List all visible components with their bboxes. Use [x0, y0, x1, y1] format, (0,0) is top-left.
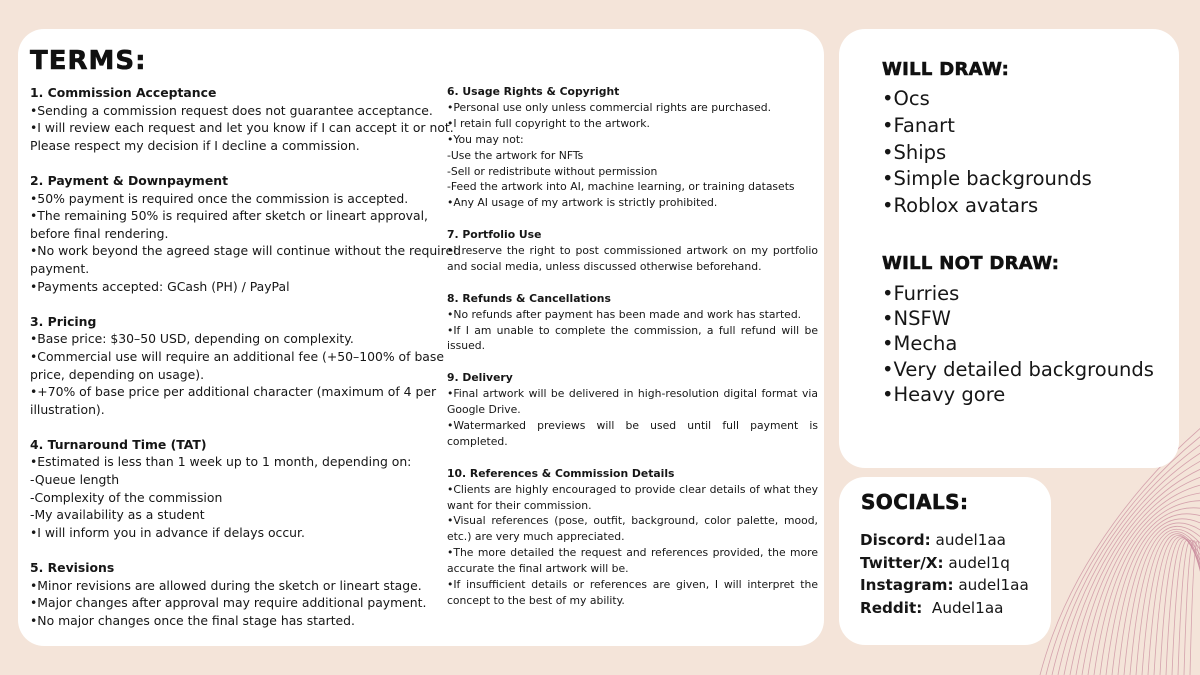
section-body: •Clients are highly encouraged to provide clear details of what they want for their commission. •Visual references (pose, outfit, background, color palette, mood, etc.) are very much appreciated. •The more detailed the request and references provided, the more accurate the final artwork will be. •If insufficient details or references are given, I will interpret the concept to the best of my ability. [447, 482, 818, 607]
draw-preferences-card [839, 29, 1179, 468]
wave-line [1070, 465, 1200, 675]
socials-title: SOCIALS: [861, 490, 969, 514]
section-body: •No refunds after payment has been made and work has started. •If I am unable to complete the commission, a full refund will be issued. [447, 307, 818, 353]
section-body: •Personal use only unless commercial rights are purchased. •I retain full copyright to the artwork. •You may not: -Use the artwork for NFTs -Sell or redistribute without permission -Feed the artwork into AI, machine learning, or training datasets •Any AI usage of my artwork is strictly prohibited. [447, 100, 795, 210]
section-body: •Minor revisions are allowed during the sketch or lineart stage. •Major changes after approval may require additional payment. •No major changes once the final stage has started. [30, 577, 427, 628]
will-draw-list [882, 86, 1172, 220]
wave-line [1142, 534, 1200, 675]
social-handle: audel1aa [953, 576, 1029, 594]
terms-section [447, 370, 818, 450]
socials-list [860, 529, 1029, 619]
section-title: 8. Refunds & Cancellations [447, 291, 611, 305]
social-platform: Discord: [860, 531, 931, 549]
list-item: •Furries [882, 282, 960, 305]
list-item: •Heavy gore [882, 382, 1006, 406]
terms-section [447, 84, 818, 211]
terms-section [30, 436, 470, 542]
social-entry [860, 529, 1029, 552]
section-title: 10. References & Commission Details [447, 466, 675, 480]
wave-line [1166, 539, 1200, 675]
section-title: 6. Usage Rights & Copyright [447, 85, 620, 98]
list-item: •Roblox avatars [882, 194, 1039, 218]
social-entry [860, 574, 1029, 597]
section-body: •I reserve the right to post commissioned artwork on my portfolio and social media, unless discussed otherwise beforehand. [447, 244, 818, 273]
section-body: •Estimated is less than 1 week up to 1 month, depending on: -Queue length -Complexity of the commission -My availability as a student •I will inform you in advance if delays occur. [30, 454, 412, 540]
terms-section [30, 84, 470, 154]
section-title: 2. Payment & Downpayment [30, 172, 228, 188]
list-item: •Simple backgrounds [882, 167, 1092, 191]
section-title: 9. Delivery [447, 371, 513, 385]
section-title: 1. Commission Acceptance [30, 85, 217, 100]
section-title: 3. Pricing [30, 313, 97, 329]
list-item: •NSFW [882, 307, 951, 331]
social-handle: Audel1aa [922, 598, 1004, 617]
list-item: •Ocs [882, 87, 930, 110]
terms-card [18, 29, 824, 646]
section-body: •Final artwork will be delivered in high-resolution digital format via Google Drive. •Watermarked previews will be used until full payment is completed. [447, 387, 818, 448]
will-draw-title: WILL DRAW: [882, 59, 1010, 80]
terms-section [447, 466, 818, 609]
socials-card [839, 477, 1051, 645]
social-platform: Twitter/X: [860, 553, 944, 572]
terms-left-column [30, 84, 470, 647]
terms-section [447, 291, 818, 355]
section-body: •Sending a commission request does not guarantee acceptance. •I will review each request and let you know if I can accept it or not. Please respect my decision if I decline a commission. [30, 102, 454, 153]
will-not-draw-title: WILL NOT DRAW: [882, 253, 1060, 274]
wave-line [1160, 538, 1200, 675]
section-title: 5. Revisions [30, 560, 115, 576]
section-title: 7. Portfolio Use [447, 228, 542, 242]
wave-line [1052, 438, 1200, 675]
social-entry [860, 597, 1029, 620]
list-item: •Very detailed backgrounds [882, 357, 1154, 381]
list-item: •Mecha [882, 332, 958, 356]
section-body: •50% payment is required once the commission is accepted. •The remaining 50% is required after sketch or lineart approval, before final rendering. •No work beyond the agreed stage will continue without the required payment. •Payments accepted: GCash (PH) / PayPal [30, 190, 461, 294]
terms-title: TERMS: [30, 46, 147, 76]
will-not-draw-list [882, 281, 1172, 407]
section-title: 4. Turnaround Time (TAT) [30, 436, 207, 452]
wave-line [1178, 540, 1200, 675]
terms-section [447, 227, 818, 275]
wave-line [1076, 474, 1200, 675]
social-entry [860, 552, 1029, 575]
terms-section [30, 172, 470, 295]
social-handle: audel1aa [930, 531, 1006, 549]
terms-section [30, 313, 470, 419]
social-platform: Reddit: [860, 598, 923, 617]
terms-section [30, 559, 470, 629]
list-item: •Fanart [882, 113, 955, 137]
section-body: •Base price: $30–50 USD, depending on complexity. •Commercial use will require an additional fee (+50–100% of base price, depending on usage). •+70% of base price per additional character (maximum of 4 per illustration). [30, 331, 444, 417]
terms-right-column [447, 84, 818, 625]
social-platform: Instagram: [860, 576, 954, 594]
social-handle: audel1q [943, 553, 1010, 572]
list-item: •Ships [882, 140, 947, 164]
